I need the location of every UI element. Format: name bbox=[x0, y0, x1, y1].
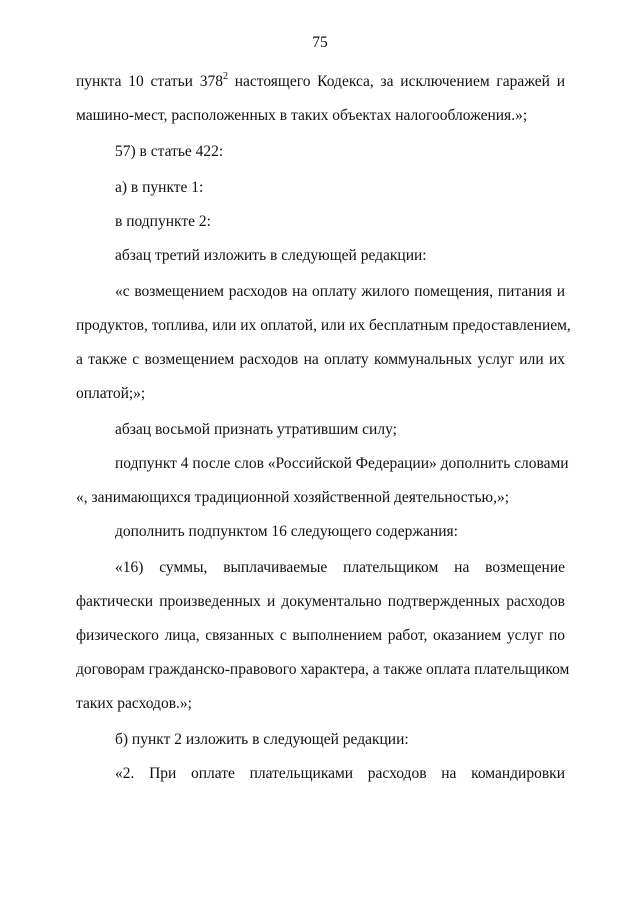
page-number: 75 bbox=[312, 34, 328, 51]
text-line: а) в пункте 1: bbox=[115, 179, 204, 196]
text-line: б) пункт 2 изложить в следующей редакции: bbox=[115, 731, 409, 748]
text-line: подпункт 4 после слов «Российской Федерации» дополнить словами bbox=[115, 455, 569, 472]
text-line: а также с возмещением расходов на оплату коммунальных услуг или их bbox=[76, 351, 565, 368]
text-fragment: пункта 10 статьи 378 bbox=[76, 73, 223, 90]
text-line: в подпункте 2: bbox=[115, 213, 211, 230]
text-line: таких расходов.»; bbox=[76, 695, 192, 712]
text-line: дополнить подпунктом 16 следующего содержания: bbox=[115, 523, 458, 540]
text-line: оплатой;»; bbox=[76, 385, 146, 402]
text-line: «2. При оплате плательщиками расходов на командировки bbox=[115, 765, 565, 782]
text-line: фактически произведенных и документально подтвержденных расходов bbox=[76, 593, 565, 610]
text-line: 57) в статье 422: bbox=[115, 143, 224, 160]
text-line: машино-мест, расположенных в таких объектах налогообложения.»; bbox=[76, 107, 528, 124]
text-line: договорам гражданско-правового характера, а также оплата плательщиком bbox=[76, 661, 570, 678]
text-line: «16) суммы, выплачиваемые плательщиком на возмещение bbox=[115, 559, 565, 576]
text-line: физического лица, связанных с выполнением работ, оказанием услуг по bbox=[76, 627, 565, 644]
text-line: «, занимающихся традиционной хозяйственной деятельностью,»; bbox=[76, 489, 510, 506]
text-line: абзац третий изложить в следующей редакции: bbox=[115, 247, 427, 264]
superscript: 2 bbox=[222, 71, 228, 82]
text-fragment: настоящего Кодекса, за исключением гаражей и bbox=[227, 73, 565, 90]
text-line bbox=[76, 72, 565, 94]
text-line: абзац восьмой признать утратившим силу; bbox=[115, 421, 397, 438]
text-line: продуктов, топлива, или их оплатой, или их бесплатным предоставлением, bbox=[76, 317, 571, 334]
text-line: «с возмещением расходов на оплату жилого помещения, питания и bbox=[115, 283, 565, 300]
